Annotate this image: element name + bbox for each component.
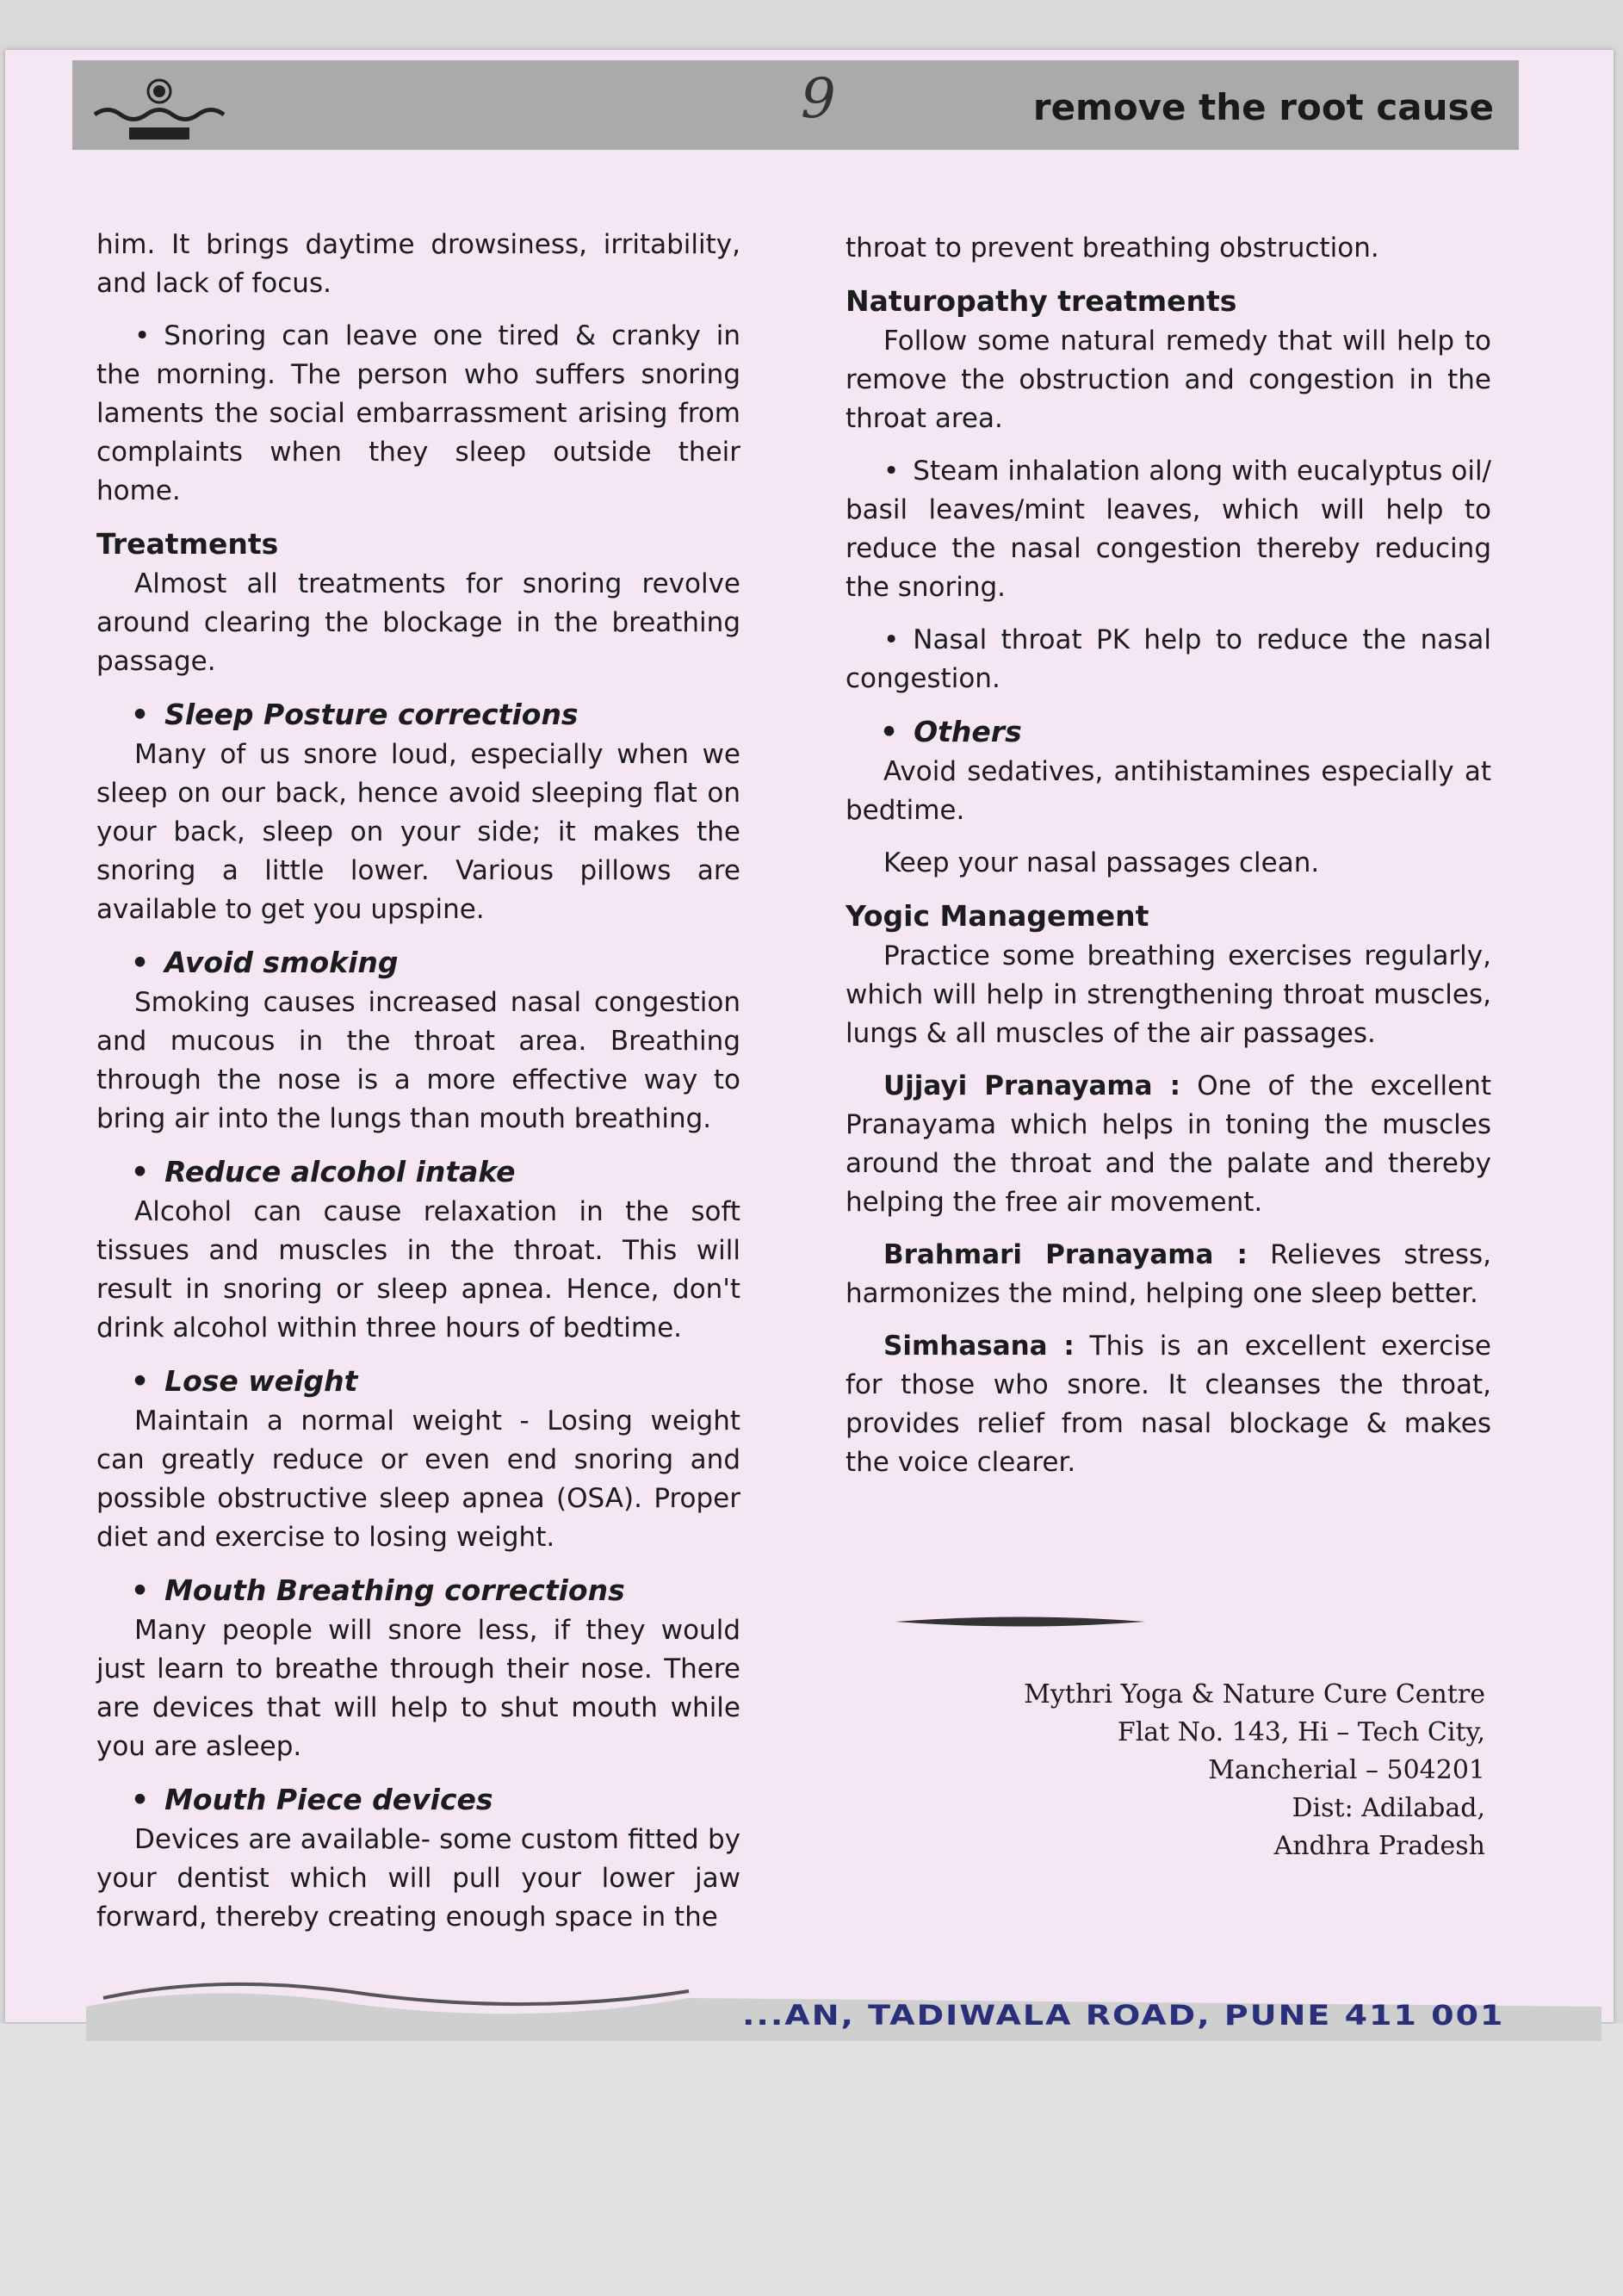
footer-address: ...AN, TADIWALA ROAD, PUNE 411 001 <box>742 1999 1505 2032</box>
brahmari-paragraph <box>846 1236 1491 1313</box>
term-text: This is an excellent exercise for those who snore. It cleanses the throat, provides relief from nasal blockage & makes the voice clearer. <box>846 1331 1491 1478</box>
mouth-breathing-heading: • Mouth Breathing corrections <box>131 1571 740 1610</box>
avoid-smoking-heading: • Avoid smoking <box>131 943 740 982</box>
paragraph: Many people will snore less, if they would just learn to breathe through their nose. There are devices that will help to shut mouth while you are asleep. <box>96 1615 740 1762</box>
naturopathy-heading: Naturopathy treatments <box>846 284 1237 318</box>
sleep-posture-heading: • Sleep Posture corrections <box>131 695 740 734</box>
term-label: Simhasana : <box>883 1331 1075 1362</box>
paragraph: Many of us snore loud, especially when we sleep on our back, hence avoid sleeping flat on your back, sleep on your side; it makes the snoring a little lower. Various pillows are available to get you upspine. <box>96 739 740 925</box>
bullet-paragraph: • Nasal throat PK help to reduce the nasal congestion. <box>846 621 1491 698</box>
yogic-heading: Yogic Management <box>846 899 1149 933</box>
treatments-heading: Treatments <box>96 527 279 561</box>
mouth-piece-heading: • Mouth Piece devices <box>131 1780 740 1819</box>
alcohol-heading: • Reduce alcohol intake <box>131 1152 740 1191</box>
term-text: Relieves stress, harmonizes the mind, helping one sleep better. <box>846 1239 1491 1309</box>
paragraph: Devices are available- some custom fitted by your dentist which will pull your lower jaw forward, thereby creating enough space in the <box>96 1824 740 1933</box>
footer-strip <box>0 2024 1623 2296</box>
left-column <box>96 226 740 1951</box>
term-label: Ujjayi Pranayama : <box>883 1070 1181 1101</box>
paragraph: throat to prevent breathing obstruction. <box>846 233 1379 264</box>
right-column <box>846 229 1491 1496</box>
ujjayi-paragraph <box>846 1067 1491 1222</box>
address-block <box>1024 1676 1485 1865</box>
simhasana-paragraph <box>846 1327 1491 1482</box>
paragraph: Practice some breathing exercises regularly, which will help in strengthening throat muscles, lungs & all muscles of the air passages. <box>846 940 1491 1049</box>
paragraph: Keep your nasal passages clean. <box>883 847 1320 878</box>
paragraph: him. It brings daytime drowsiness, irritability, and lack of focus. <box>96 229 740 299</box>
term-text: One of the excellent Pranayama which helps in toning the muscles around the throat and the palate and thereby helping the free air movement. <box>846 1070 1491 1218</box>
address-line: Dist: Adilabad, <box>1292 1793 1485 1823</box>
paragraph: Avoid sedatives, antihistamines especially at bedtime. <box>846 756 1491 826</box>
paragraph: Almost all treatments for snoring revolve around clearing the blockage in the breathing passage. <box>96 568 740 677</box>
bullet-paragraph: • Steam inhalation along with eucalyptus oil/ basil leaves/mint leaves, which will help to reduce the nasal congestion thereby reducing the snoring. <box>846 452 1491 607</box>
address-line: Mythri Yoga & Nature Cure Centre <box>1024 1679 1485 1710</box>
section-title: remove the root cause <box>1032 86 1494 128</box>
paragraph: Maintain a normal weight - Losing weight can greatly reduce or even end snoring and possible obstructive sleep apnea (OSA). Proper diet and exercise to losing weight. <box>96 1406 740 1553</box>
logo-icon <box>86 67 232 153</box>
term-label: Brahmari Pranayama : <box>883 1239 1248 1270</box>
address-line: Mancherial – 504201 <box>1208 1755 1485 1785</box>
address-line: Andhra Pradesh <box>1273 1831 1485 1861</box>
weight-heading: • Lose weight <box>131 1362 740 1400</box>
ornamental-divider <box>895 1616 1145 1628</box>
bullet-paragraph: • Snoring can leave one tired & cranky in the morning. The person who suffers snoring laments the social embarrassment arising from complaints when they sleep outside their home. <box>96 317 740 511</box>
handwritten-page-number: 9 <box>801 67 836 131</box>
paragraph: Alcohol can cause relaxation in the soft tissues and muscles in the throat. This will result in snoring or sleep apnea. Hence, don't drink alcohol within three hours of bedtime. <box>96 1196 740 1343</box>
address-line: Flat No. 143, Hi – Tech City, <box>1117 1717 1485 1747</box>
paragraph: Follow some natural remedy that will help to remove the obstruction and congestion in the throat area. <box>846 326 1491 434</box>
paragraph: Smoking causes increased nasal congestion and mucous in the throat area. Breathing through the nose is a more effective way to bring air into the lungs than mouth breathing. <box>96 987 740 1134</box>
others-heading: • Others <box>880 712 1491 751</box>
